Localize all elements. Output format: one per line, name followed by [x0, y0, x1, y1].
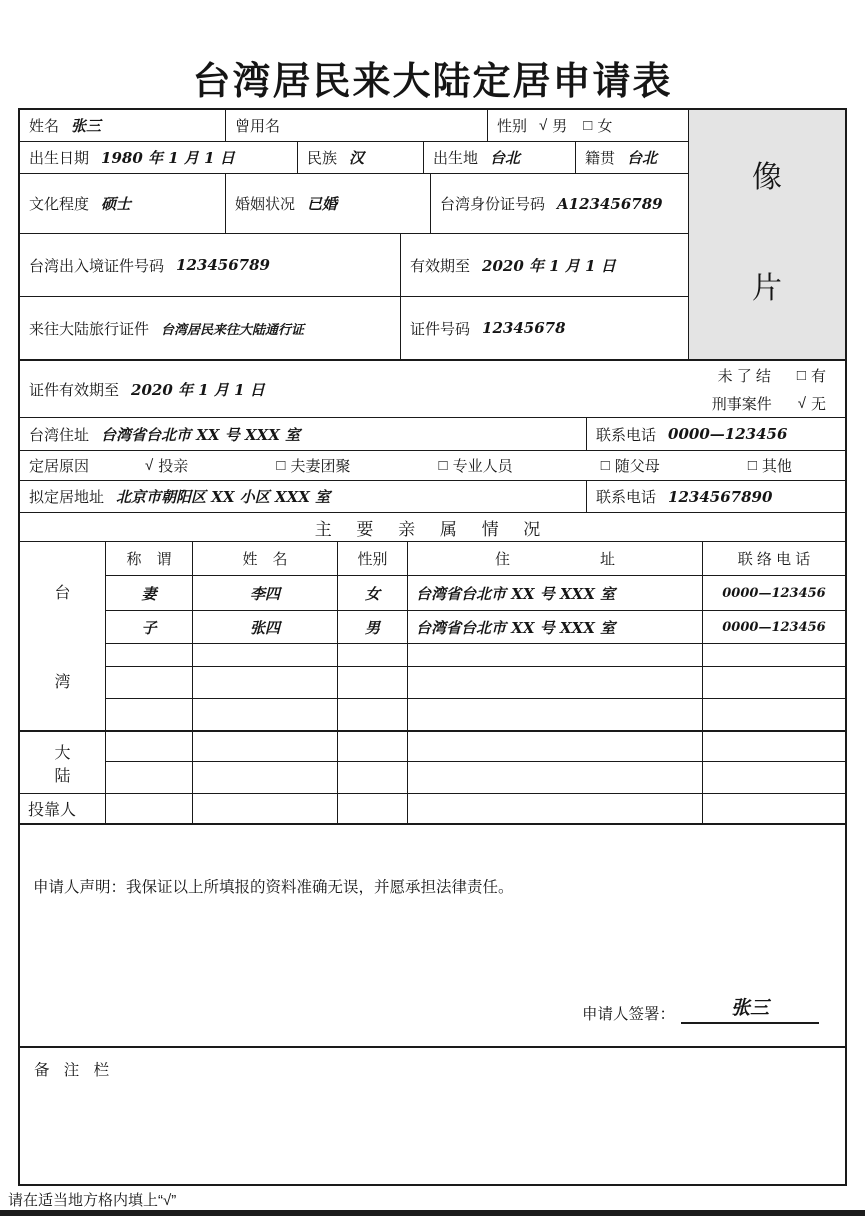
doc-number-label: 证件号码	[410, 320, 471, 338]
remarks-section	[20, 1046, 845, 1184]
relatives-table	[20, 541, 845, 823]
relative-relation	[105, 643, 192, 666]
ancestry-value: 台北	[627, 149, 658, 167]
relative-relation	[105, 666, 192, 698]
travel-doc-label: 来往大陆旅行证件	[29, 320, 150, 338]
name-label: 姓名	[29, 118, 60, 135]
taiwan-char-1: 台	[54, 585, 71, 602]
criminal-case-block	[712, 365, 826, 414]
relative-phone	[702, 793, 845, 823]
relative-address	[407, 643, 702, 666]
valid-until-field	[401, 234, 688, 296]
group-label-mainland	[20, 730, 105, 793]
relative-gender: 女	[337, 575, 407, 610]
group-label-taiwan	[20, 541, 105, 730]
relative-gender: 男	[337, 610, 407, 643]
doc-number-value: 12345678	[482, 319, 566, 337]
reason-professional-checkbox[interactable]: □	[438, 457, 448, 474]
relative-phone	[702, 761, 845, 793]
name-field	[20, 110, 226, 141]
taiwan-phone-value: 0000—123456	[668, 425, 788, 443]
criminal-yes-checkbox[interactable]: □	[796, 366, 806, 384]
row-settle-address	[20, 481, 845, 513]
education-label: 文化程度	[29, 196, 90, 213]
relative-address	[407, 793, 702, 823]
relative-address	[407, 666, 702, 698]
gender-label: 性别	[497, 118, 528, 135]
relative-relation	[105, 793, 192, 823]
reason-parents-checkbox[interactable]: □	[600, 457, 610, 474]
education-field	[20, 174, 226, 233]
travel-doc-field	[20, 297, 401, 359]
ethnicity-label: 民族	[307, 150, 338, 167]
photo-char-1: 像	[752, 161, 782, 194]
criminal-yes-label: 有	[810, 367, 826, 385]
row-exit-entry-doc	[20, 234, 688, 297]
relative-address	[407, 761, 702, 793]
reason-relatives-label: 投亲	[158, 458, 189, 475]
relative-name	[192, 761, 337, 793]
ancestry-field	[576, 142, 688, 173]
travel-doc-value: 台湾居民来往大陆通行证	[161, 322, 305, 338]
criminal-no-checkbox[interactable]: √	[797, 394, 806, 412]
taiwan-phone-label: 联系电话	[596, 426, 657, 444]
reason-option-other	[748, 455, 792, 476]
top-section	[20, 110, 845, 361]
reason-option-professional	[439, 455, 513, 476]
settle-phone-field	[587, 481, 845, 512]
page-bottom-edge	[0, 1210, 865, 1216]
settle-phone-label: 联系电话	[596, 489, 657, 506]
mainland-char-2: 陆	[54, 768, 71, 785]
taiwan-address-field	[20, 418, 587, 450]
relative-gender	[337, 698, 407, 730]
birth-place-value: 台北	[490, 149, 521, 167]
valid-until-value: 2020 年 1 月 1 日	[482, 256, 616, 275]
row-taiwan-address	[20, 418, 845, 451]
declaration-section	[20, 823, 845, 1046]
application-form	[18, 108, 847, 1186]
gender-male-checkbox[interactable]: √	[539, 117, 548, 134]
exit-entry-doc-field	[20, 234, 401, 296]
relative-gender	[337, 730, 407, 761]
doc-valid-until-field	[20, 361, 845, 417]
relative-name: 张四	[192, 610, 337, 643]
valid-until-label: 有效期至	[410, 257, 471, 275]
reason-option-relatives	[145, 455, 188, 476]
ethnicity-field	[298, 142, 424, 173]
former-name-label: 曾用名	[235, 118, 281, 135]
photo-char-2: 片	[752, 272, 782, 305]
relatives-header-gender: 性别	[337, 541, 407, 575]
relative-name: 李四	[192, 575, 337, 610]
reason-option-spouse	[276, 455, 350, 476]
birth-place-label: 出生地	[433, 150, 479, 167]
relative-relation	[105, 698, 192, 730]
gender-female-checkbox[interactable]: □	[583, 117, 593, 134]
settle-address-field	[20, 481, 587, 512]
criminal-case-label: 刑事案件	[711, 395, 772, 413]
relative-gender	[337, 643, 407, 666]
gender-option-female	[583, 115, 612, 136]
doc-valid-until-value: 2020 年 1 月 1 日	[131, 380, 265, 399]
relative-name	[192, 698, 337, 730]
reason-spouse-checkbox[interactable]: □	[276, 457, 286, 474]
relative-name	[192, 666, 337, 698]
relative-phone	[702, 643, 845, 666]
relative-name	[192, 793, 337, 823]
relative-name	[192, 730, 337, 761]
form-title: 台湾居民来大陆定居申请表	[192, 61, 673, 103]
relative-phone	[702, 698, 845, 730]
declaration-text: 申请人声明：我保证以上所填报的资料准确无误，并愿承担法律责任。	[33, 879, 514, 896]
exit-entry-doc-value: 123456789	[176, 256, 270, 274]
taiwan-id-label: 台湾身份证号码	[440, 196, 546, 213]
birth-date-field	[20, 142, 298, 173]
relative-address	[407, 698, 702, 730]
pending-label: 未 了 结	[717, 367, 771, 385]
relative-address: 台湾省台北市 XX 号 XXX 室	[407, 575, 702, 610]
relative-relation	[105, 730, 192, 761]
relative-relation: 子	[105, 610, 192, 643]
settle-phone-value: 1234567890	[668, 487, 773, 506]
relative-gender	[337, 793, 407, 823]
relative-gender	[337, 666, 407, 698]
reason-option-parents	[601, 455, 660, 476]
relative-address: 台湾省台北市 XX 号 XXX 室	[407, 610, 702, 643]
relative-address	[407, 730, 702, 761]
signature-block	[582, 993, 819, 1024]
row-birth	[20, 142, 688, 174]
footer-note: 请在适当地方格内填上“√”	[8, 1192, 177, 1209]
relative-gender	[337, 761, 407, 793]
ethnicity-value: 汉	[349, 149, 365, 167]
taiwan-address-label: 台湾住址	[29, 426, 90, 444]
marital-status-label: 婚姻状况	[235, 196, 296, 213]
taiwan-address-value: 台湾省台北市 XX 号 XXX 室	[101, 425, 301, 444]
relative-phone	[702, 730, 845, 761]
birth-date-value: 1980 年 1 月 1 日	[101, 149, 235, 167]
birth-place-field	[424, 142, 576, 173]
settle-reason-field	[20, 451, 845, 480]
doc-valid-until-label: 证件有效期至	[29, 381, 120, 399]
taiwan-id-field	[431, 174, 688, 233]
marital-status-field	[226, 174, 431, 233]
education-value: 硕士	[101, 195, 132, 213]
gender-female-label: 女	[597, 118, 613, 135]
remarks-label: 备 注 栏	[34, 1062, 115, 1079]
name-value: 张三	[71, 117, 102, 135]
row-settle-reason	[20, 451, 845, 481]
relatives-header-address: 住 址	[407, 541, 702, 575]
relative-name	[192, 643, 337, 666]
reason-professional-label: 专业人员	[452, 458, 513, 475]
reason-spouse-label: 夫妻团聚	[290, 458, 351, 475]
mainland-char-1: 大	[54, 745, 71, 762]
doc-number-field	[401, 297, 688, 359]
birth-date-label: 出生日期	[29, 150, 90, 167]
relative-relation	[105, 761, 192, 793]
gender-option-male	[539, 115, 567, 136]
settle-address-label: 拟定居地址	[29, 489, 105, 506]
signature-value: 张三	[681, 993, 819, 1024]
row-doc-validity	[20, 361, 845, 418]
taiwan-id-value: A123456789	[557, 194, 663, 213]
reason-other-label: 其他	[761, 458, 792, 475]
ancestry-label: 籍贯	[585, 150, 616, 167]
reason-parents-label: 随父母	[614, 458, 660, 475]
reason-other-checkbox[interactable]: □	[747, 457, 757, 474]
row-name	[20, 110, 688, 142]
relatives-header-relation: 称 谓	[105, 541, 192, 575]
exit-entry-doc-label: 台湾出入境证件号码	[29, 257, 165, 275]
relative-phone: 0000—123456	[702, 575, 845, 610]
taiwan-phone-field	[587, 418, 845, 450]
settle-reason-label: 定居原因	[29, 458, 90, 475]
relatives-header-name: 姓 名	[192, 541, 337, 575]
row-travel-doc	[20, 297, 688, 359]
relative-phone	[702, 666, 845, 698]
relatives-header-phone: 联 络 电 话	[702, 541, 845, 575]
criminal-no-label: 无	[810, 395, 826, 413]
signature-label: 申请人签署：	[581, 1006, 675, 1023]
reason-relatives-checkbox[interactable]: √	[145, 457, 154, 474]
relatives-section-title: 主 要 亲 属 情 况	[314, 519, 551, 539]
settle-address-value: 北京市朝阳区 XX 小区 XXX 室	[116, 488, 331, 506]
marital-status-value: 已婚	[307, 195, 338, 213]
former-name-field	[226, 110, 488, 141]
group-label-sponsor: 投靠人	[20, 793, 105, 823]
row-education	[20, 174, 688, 234]
taiwan-char-2: 湾	[54, 674, 71, 691]
photo-placeholder	[688, 110, 845, 359]
gender-field	[488, 110, 688, 141]
relative-relation: 妻	[105, 575, 192, 610]
gender-male-label: 男	[552, 118, 568, 135]
relative-phone: 0000—123456	[702, 610, 845, 643]
